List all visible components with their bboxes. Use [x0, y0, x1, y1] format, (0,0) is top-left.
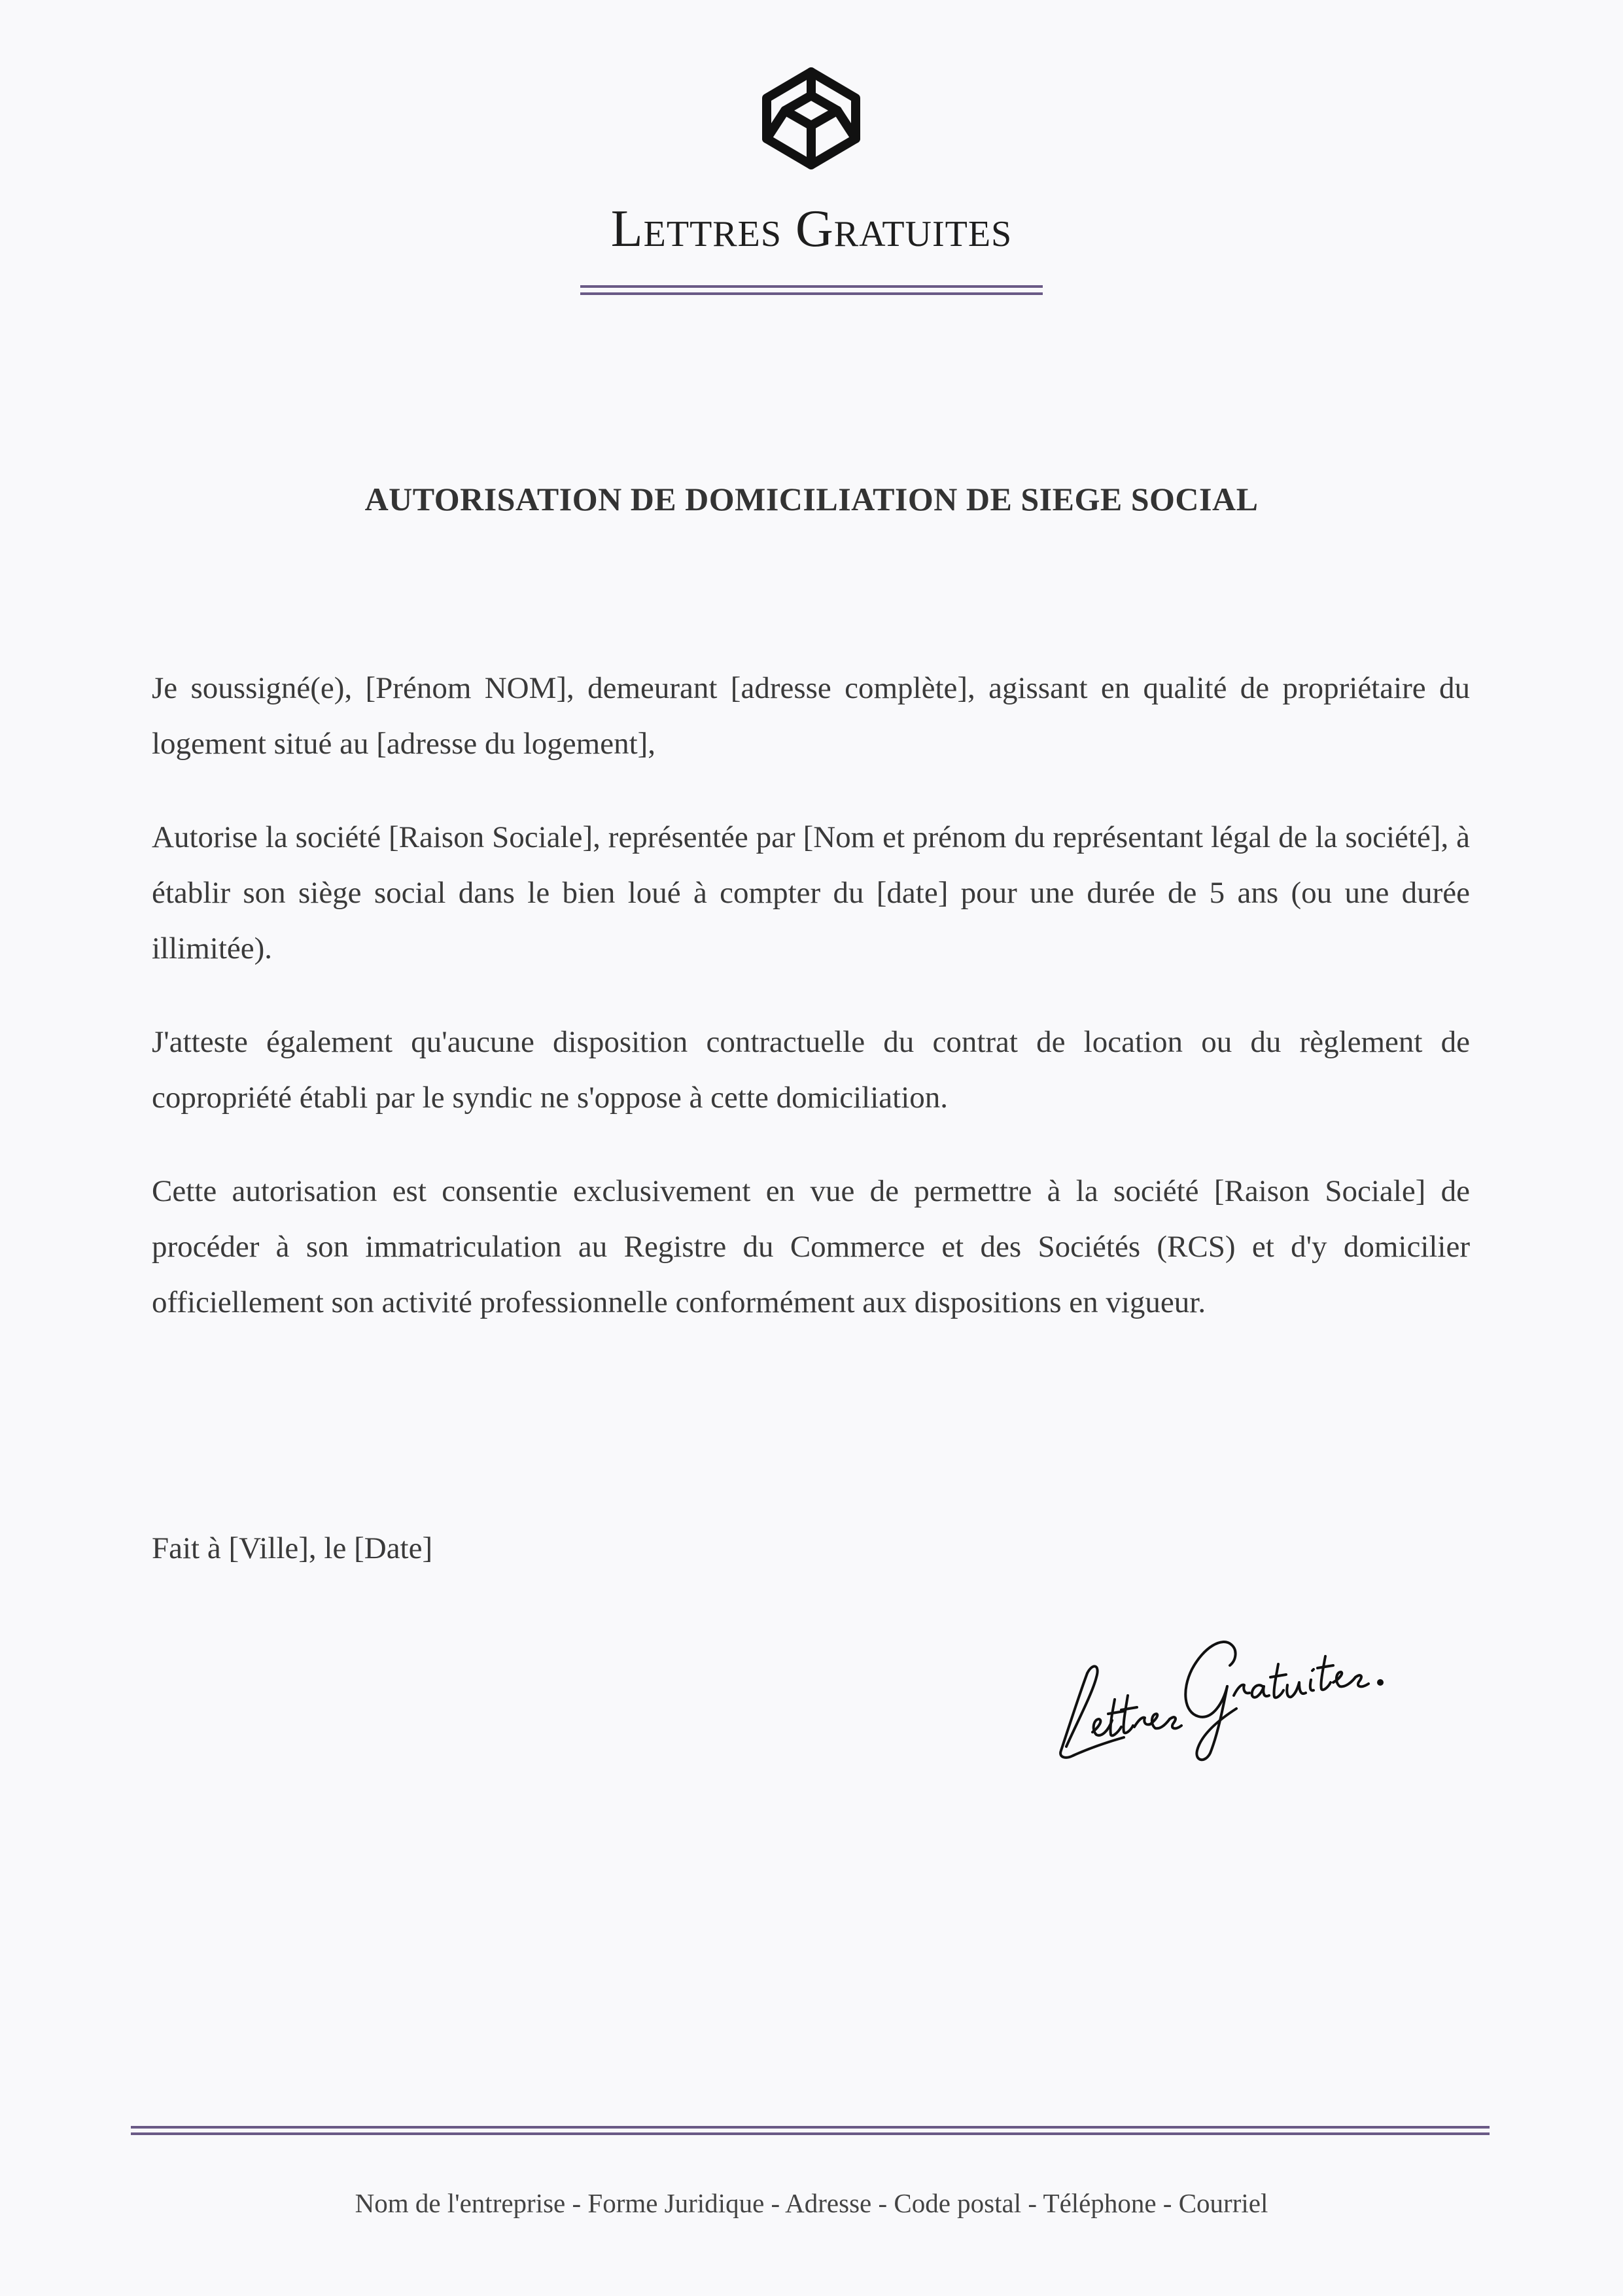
handwritten-signature	[1047, 1622, 1387, 1773]
paragraph-owner-identity: Je soussigné(e), [Prénom NOM], demeurant [adresse complète], agissant en qualité de propriétaire du logement situé au [adresse du logement],	[152, 671, 1470, 761]
paragraph-authorization: Autorise la société [Raison Sociale], représentée par [Nom et prénom du représentant légal de la société], à établir son siège social dans le bien loué à compter du [date] pour une durée de 5 ans (ou une durée illimitée).	[152, 820, 1470, 965]
closing-place-date: Fait à [Ville], le [Date]	[152, 1531, 433, 1565]
document-title: AUTORISATION DE DOMICILIATION DE SIEGE SOCIAL	[364, 481, 1259, 517]
footer-company-info: Nom de l'entreprise - Forme Juridique - Adresse - Code postal - Téléphone - Courriel	[355, 2188, 1268, 2218]
wireframe-cube-icon	[759, 65, 864, 171]
brand-name: Lettres Gratuites	[610, 200, 1013, 258]
letter-body	[152, 661, 1470, 1368]
paragraph-purpose: Cette autorisation est consentie exclusivement en vue de permettre à la société [Raison Sociale] de procéder à son immatriculation au Registre du Commerce et des Sociétés (RCS) et d'y domicilier officiellement son activité professionnelle conformément aux dispositions en vigueur.	[152, 1174, 1470, 1319]
paragraph-attestation: J'atteste également qu'aucune disposition contractuelle du contrat de location ou du règlement de copropriété établi par le syndic ne s'oppose à cette domiciliation.	[152, 1025, 1470, 1115]
brand-divider	[580, 285, 1043, 296]
footer-divider	[131, 2126, 1490, 2136]
